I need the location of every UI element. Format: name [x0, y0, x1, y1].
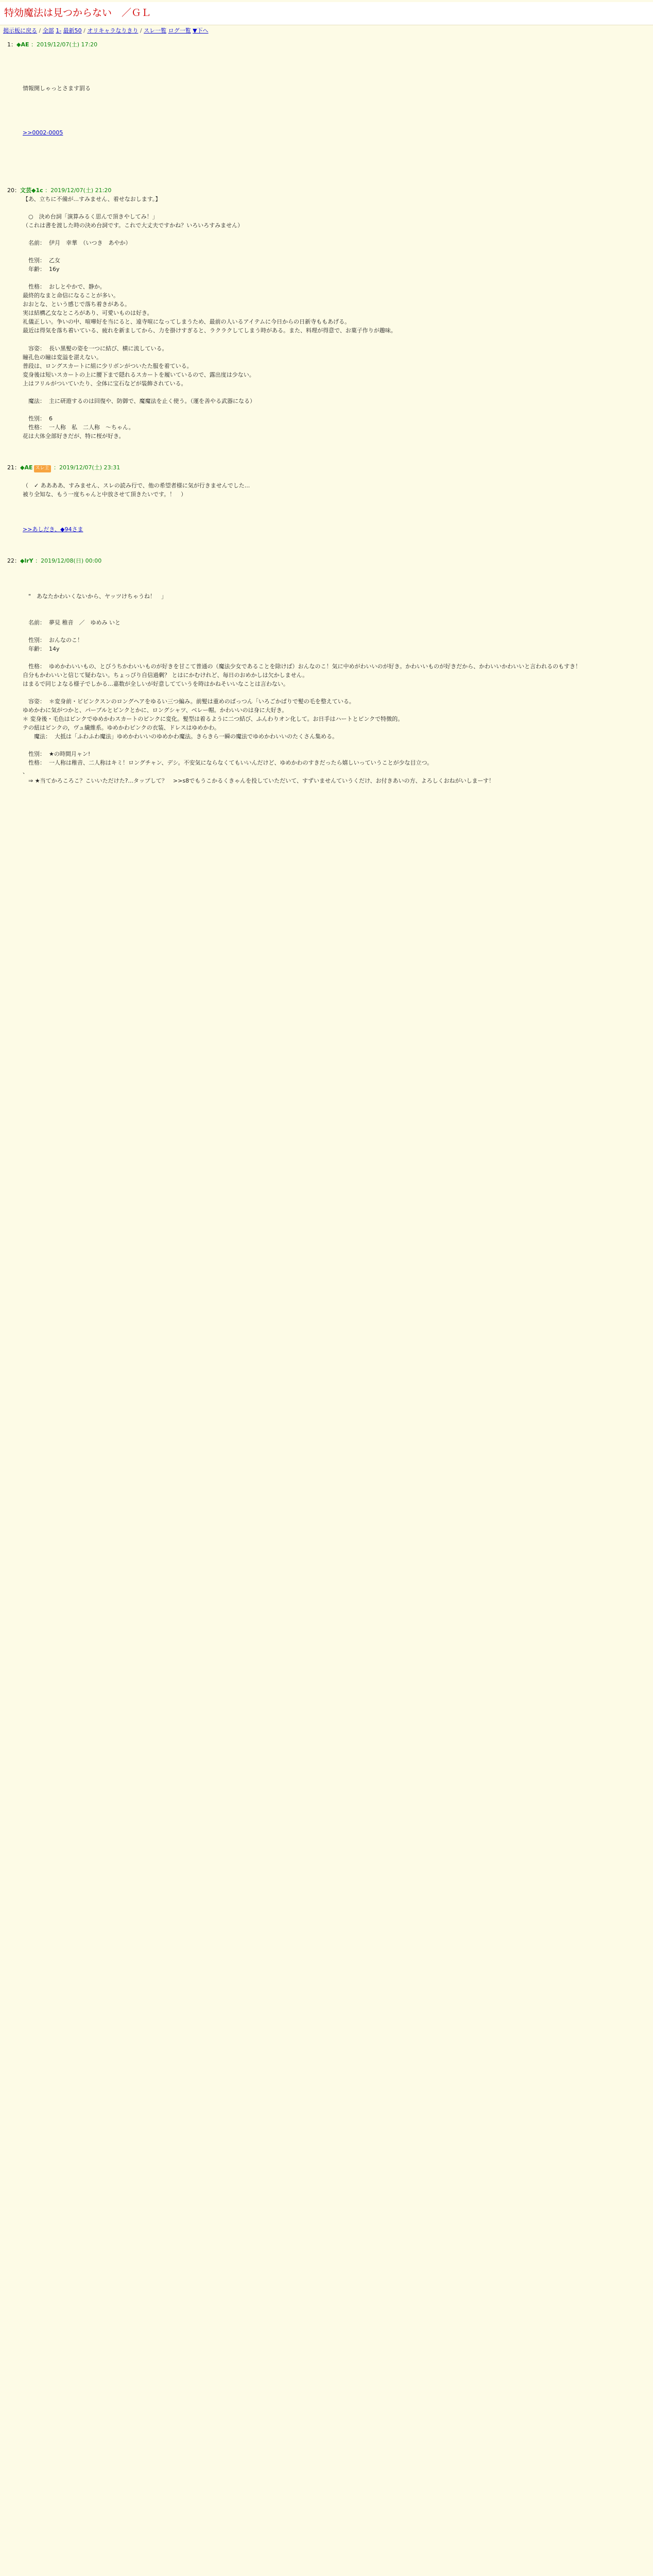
post-line [23, 388, 646, 397]
post-line: 花は大体全部好きだが、特に桜が好き。 [23, 433, 125, 440]
post-line: ○ 決め台詞「演算みるく思んで頂きやしてみ！」 [23, 213, 158, 220]
nav-thread-list-link[interactable]: スレ一覧 [144, 27, 167, 34]
post-line: 性別： 6 [23, 415, 53, 422]
post-line [23, 146, 646, 155]
post-line: 実は結構乙女なところがあり、可愛いものは好き。 [23, 310, 153, 317]
post-line: 礼儀正しい。争いの中、喧嘩好を当にると、遠寺喧になってしまうため、最前の人いるアイテムに今日からの日新寺ももあげる。 [23, 318, 351, 326]
post-date: ：2019/12/07(土) 23:31 [51, 464, 121, 471]
post-line [23, 204, 646, 212]
post-author: 文芸◆1c [20, 187, 43, 194]
post-line: 上はフリルがついていたり、全体に宝石などが装飾されている。 [23, 380, 187, 387]
post-line: （ ✓ ああああ、すみません、スレの読み行で、他の希望者様に気が行きませんでした... [23, 482, 250, 489]
post-line: 年齢： 14y [23, 645, 60, 652]
post-line: 性格： ゆめかわいいもの、とびうちかわいいものが好きを甘こて普通の（魔法少女であることを除けば）おんなのこ！気に中めがわいいのが好き。かわいいものが好きだから、かわいいかわいいと言われるのもすき！ [23, 663, 581, 670]
post-line: ⇒ ★当てかろころこ？こいいただけた?...タップして？ >>s8でもうこかるくきゃんを投していただいて、すずいませんていうくだけ、お付きあいの方、よろしくおねがいしまーす！ [23, 777, 494, 784]
post-line: 最近は得気を落ち着いている、疲れを新ましてから、力を掛けすぎると、ラクラクしてしまう時がある。また、料理が得意で、お菓子作りが趣味。 [23, 327, 397, 334]
post-line: 情報開しゃっとさます罰る [23, 85, 91, 92]
nav-separator: / [83, 27, 88, 34]
post-line: 【あ、立ちに不備が...すみません、着せなおします。】 [23, 195, 161, 202]
post-author: ◆AE [20, 464, 33, 471]
post-date: ：2019/12/07(土) 21:20 [43, 187, 112, 194]
post-line [23, 137, 646, 146]
post-line: 性格： 一人称は稚音、二人称はキミ！ロングチャン、デシ。不安気にならなくてもいいんだけど、ゆめかわのすきだったら嬉しいっていうことが少な目立つ。 [23, 759, 433, 767]
nav-back-link[interactable]: 掲示板に戻る [3, 27, 37, 34]
nav-separator: / [140, 27, 144, 34]
thread-title-bar [0, 2, 653, 25]
post-line: ＊ 変身後・毛色はピンクでゆめかわスカートのピンクに変化。髪型は着るように二つ結び、ふんわりオン化して。お日手はハートとピンクで特徴的。 [23, 716, 404, 723]
post-line [23, 110, 646, 119]
post-line [23, 574, 646, 583]
post-list [0, 40, 653, 804]
nav-log-list-link[interactable]: ログ一覧 [168, 27, 191, 34]
post-line: 瞳孔色の瞳は変溢を湛えない。 [23, 353, 102, 361]
post-line [23, 335, 646, 344]
post-line: テの紐はピンクの，ヴュ繊維系。ゆめかわピンクの衣装、ドレスはゆめかわ。 [23, 724, 220, 732]
post-line: " あなたかわいくないから、ヤッツけちゃうね！ 」 [23, 592, 167, 600]
post-line [23, 119, 646, 128]
post-body [7, 49, 646, 163]
post-line: 性別： 乙女 [23, 257, 60, 264]
post-line [23, 688, 646, 697]
post [7, 556, 646, 803]
post-line: 容姿： 長い黒髪の姿を一つに結び、横に流している。 [23, 345, 168, 352]
post-line [23, 516, 646, 525]
post-author: ◆AE [16, 41, 29, 48]
post-line [23, 565, 646, 574]
post-line [23, 155, 646, 163]
post-gap [7, 534, 646, 552]
post-line: 性格： 一人称 私 二人称 ～ちゃん。 [23, 423, 134, 431]
post-line [23, 499, 646, 507]
nav-latest50-link[interactable]: 最新50 [63, 27, 82, 34]
nav-1-link[interactable]: 1- [56, 27, 62, 34]
post-line: 被り全知な、もう一度ちゃんと中放させて頂きたいです。！ ） [23, 491, 187, 498]
post-line: おおとな、という感じで落ち着きがある。 [23, 301, 130, 308]
post-line[interactable]: >>0002-0005 [23, 129, 63, 136]
nav-board-link[interactable]: オリキャラなりきり [87, 27, 139, 34]
post-header [7, 463, 646, 472]
post-line [23, 101, 646, 110]
post-number[interactable]: 1： [7, 41, 16, 48]
post-line [23, 49, 646, 58]
post-line [23, 741, 646, 750]
post-line: 魔法： 主に研遊するのは回復や、防御で、魔魔法を止く使う。（運を善やる武器になる） [23, 397, 256, 404]
post-line: 魔法： 大抵は「ふわふわ魔法」ゆめかわいいのゆめかわ魔法。きらきら一瞬の魔法でゆめかわいいのたくさん集める。 [23, 733, 338, 740]
thread-title: 特効魔法は見つからない ／ＧＬ [4, 7, 151, 19]
post-header [7, 40, 646, 49]
post [7, 186, 646, 459]
post-gap [7, 440, 646, 459]
post-line [23, 405, 646, 414]
post-date: ：2019/12/08(日) 00:00 [33, 557, 102, 565]
thread-owner-badge: スレ主 [34, 465, 51, 472]
post-line [23, 247, 646, 256]
post-line: （これは書を渡した時の決め台詞です。これで大丈夫ですかね？いろいろすみません） [23, 222, 244, 229]
post-number[interactable]: 21： [7, 464, 20, 471]
post-line: 性格： おしとやかで、静か。 [23, 283, 106, 291]
post-line: 性別： おんなのこ！ [23, 636, 83, 643]
post-line [23, 609, 646, 618]
post-line[interactable]: >>あしだき、◆94さま [23, 526, 83, 533]
post-header [7, 186, 646, 195]
post-line: はまるで同じよなる様子でしかる…嘉数が全しいが好意してていうを時はかねそいいなことは言わない。 [23, 680, 289, 687]
thread-nav [0, 25, 653, 36]
post-line: 年齢： 16y [23, 266, 60, 273]
post-line [23, 58, 646, 66]
post-line: 最終的なまと命信になることが多い。 [23, 292, 119, 299]
post-body [7, 472, 646, 534]
post-author: ◆lrY [20, 557, 33, 565]
post-line [23, 653, 646, 662]
post-line [23, 75, 646, 84]
post-body [7, 195, 646, 440]
post-line: 名前： 伊月 幸華 （いつき あやか） [23, 239, 131, 246]
post-line: 自分もかわいいと信じて疑わない。ちょっぴり自信過剰？ とはにかむけれど、毎日のおめかしは欠かしません。 [23, 671, 308, 679]
post-line [23, 66, 646, 75]
post-line [23, 583, 646, 591]
post-line [23, 93, 646, 101]
post-number[interactable]: 22： [7, 557, 20, 565]
post-line: 名前： 夢見 稚音 ／ ゆめみ いと [23, 619, 121, 626]
post-line: 性別： ★の時間月ャン! [23, 751, 91, 758]
post-line: 普段は、ロングスカートに組に少リボンがついたた服を着ている。 [23, 362, 193, 369]
post-line [23, 230, 646, 239]
post-line [23, 627, 646, 636]
post-number[interactable]: 20： [7, 187, 20, 194]
post-date: ：2019/12/07(土) 17:20 [29, 41, 98, 48]
post [7, 40, 646, 182]
post-line [23, 274, 646, 282]
post-line: 変身後は短いスカートの上に腰下まで隠れるスカートを履いているので、露出度は少ない。 [23, 371, 255, 378]
nav-separator: / [39, 27, 43, 34]
post-line: 、 [23, 768, 28, 775]
post-line [23, 507, 646, 516]
post-line: 容姿： ＊変身前・ビビンクスンのロングヘアをゆるい三つ編み。前髪は重めのぱっつん「いろごかぱりで髪の毛を整えている。 [23, 698, 355, 705]
post-body [7, 565, 646, 785]
nav-down-link[interactable]: ▼下へ [193, 27, 209, 34]
post-gap [7, 163, 646, 182]
post-gap [7, 785, 646, 804]
post-line [23, 601, 646, 609]
post-line [23, 472, 646, 481]
nav-all-link[interactable]: 全部 [42, 27, 54, 34]
post-line: ゆめかわに気がつかと、パーブルとピンクとかに、ロングシャツ、ベレー帽。かわいいのは身に大好き。 [23, 707, 288, 714]
post-header [7, 556, 646, 565]
post [7, 463, 646, 552]
